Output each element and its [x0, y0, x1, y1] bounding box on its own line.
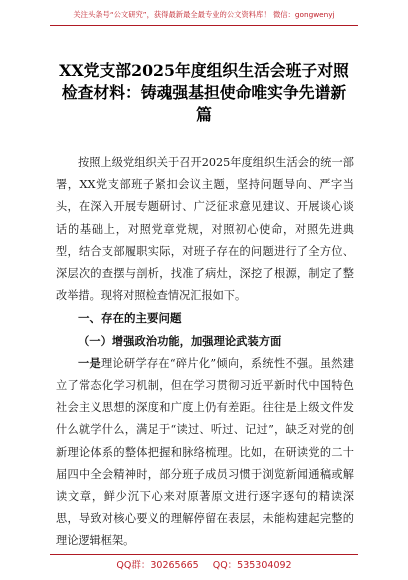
footer-qq-contact: QQ：535304092 [212, 560, 292, 571]
header-banner: 关注头条号“公文研究”，获得最新最全最专业的公文资料库！ 微信：gongwenyj [73, 10, 335, 19]
paragraph-lead: 一是 [78, 355, 101, 370]
footer-divider [50, 554, 358, 555]
subsection-heading: （一）增强政治功能，加强理论武装方面 [78, 333, 282, 348]
header-divider [50, 25, 358, 26]
paragraph-text: 理论研学存在“碎片化”倾向，系统性不强。虽然建立了常态化学习机制，但在学习贯彻习近平新时代中国特色社会主义思想的深度和广度上仍有差距。往往是上级文件发什么就学什么，满足于“读过、听过、记过”，缺乏对党的创新理论体系的整体把握和脉络梳理。比如，在研读党的二十届四中全会精神时，部分班子成员习惯于浏览新闻通稿或解读文章，鲜少沉下心来对原著原文进行逐字逐句的精读深思，导致对核心要义的理解停留在表层，未能构建起完整的理论逻辑框架。 [56, 356, 354, 548]
footer [50, 558, 358, 574]
footer-qq-group: QQ群：30265665 [116, 560, 199, 571]
document-title: XX党支部2025年度组织生活会班子对照检查材料：铸魂强基担使命唯实争先谱新篇 [59, 61, 349, 124]
intro-paragraph: 按照上级党组织关于召开2025年度组织生活会的统一部署，XX党支部班子紧扣会议主题，坚持问题导向、严字当头，在深入开展专题研讨、广泛征求意见建议、开展谈心谈话的基础上，对照党章党规，对照初心使命，对照先进典型，结合支部履职实际，对班子存在的问题进行了全方位、深层次的查摆与剖析，找准了病灶，深挖了根源，制定了整改举措。现将对照检查情况汇报如下。 [56, 156, 354, 303]
section-heading: 一、存在的主要问题 [78, 311, 182, 326]
document-body [56, 152, 354, 553]
body-paragraph [56, 352, 354, 553]
